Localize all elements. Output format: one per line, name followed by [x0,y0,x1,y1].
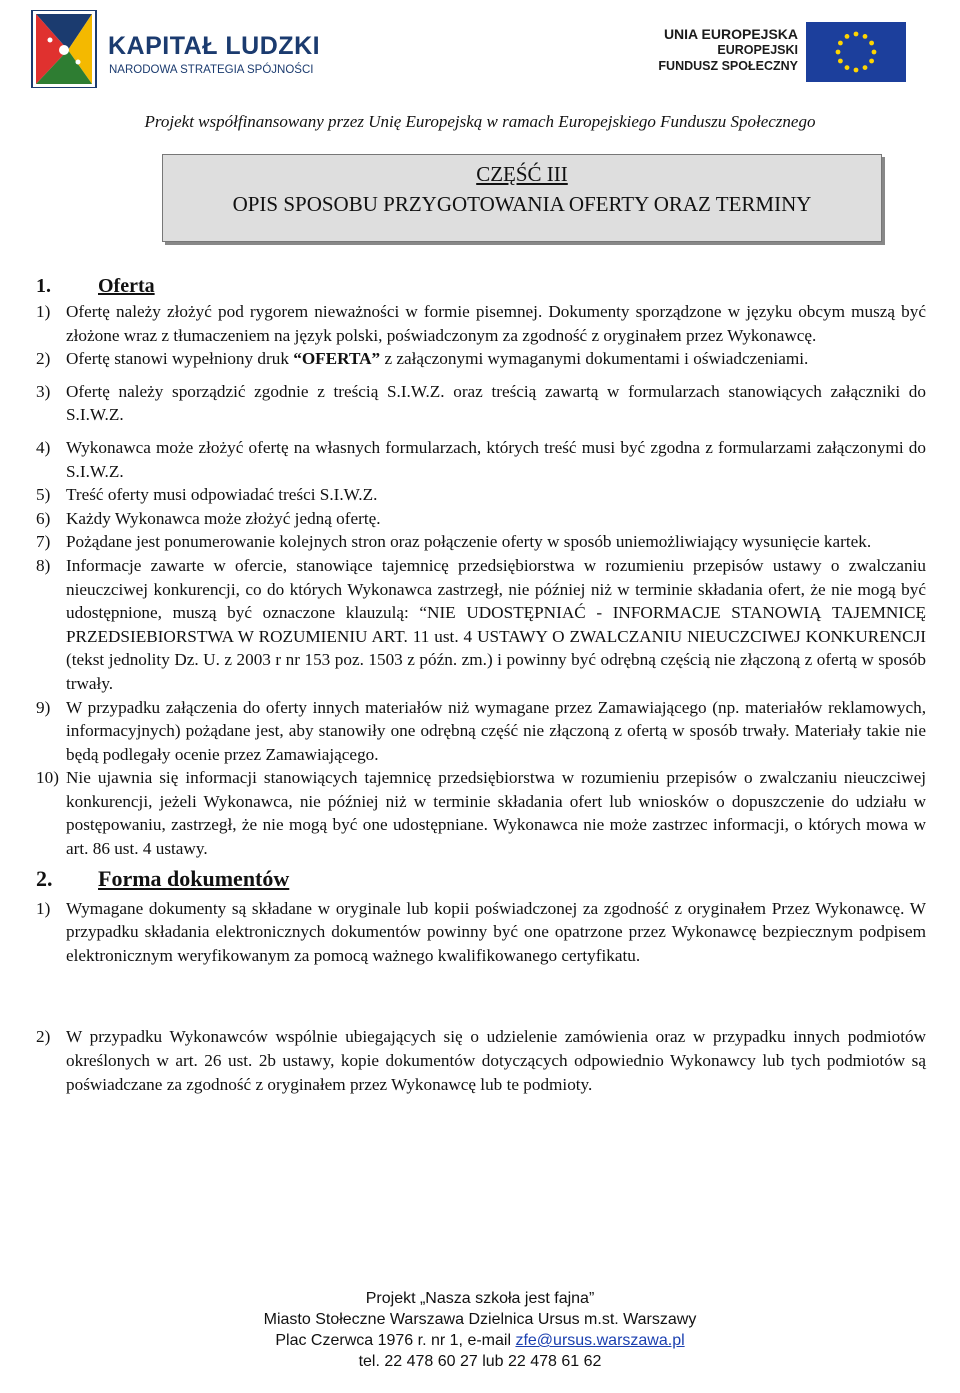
item-number: 9) [36,697,51,717]
list-item [36,347,926,371]
eu-flag-icon [806,22,906,82]
cofinancing-note: Projekt współfinansowany przez Unię Europejską w ramach Europejskiego Funduszu Społecznego [144,112,816,131]
item-text: W przypadku Wykonawców wspólnie ubiegających się o udzielenie zamówienia oraz w przypadku innych podmiotów określonych w art. 26 ust. 2b ustawy, kopie dokumentów dotyczących odpowiednio Wykonawcy lub tych podmiotów są poświadczane za zgodność z oryginałem przez Wykonawcę lub te podmioty. [66,1027,926,1094]
oferta-keyword: “OFERTA” [293,349,381,369]
eu-logo-text [658,26,798,74]
item-text: Ofertę należy sporządzić zgodnie z treścią S.I.W.Z. oraz treścią zawartą w formularzach stanowiących załączniki do S.I.W.Z. [66,381,926,425]
list-item [36,696,926,767]
section-number: 1. [36,275,51,297]
section-title: Forma dokumentów [98,865,290,891]
list-item [36,483,926,507]
footer-project: Projekt „Nasza szkoła jest fajna” [365,1290,595,1307]
list-item [36,1025,926,1096]
item-number: 2) [36,1027,51,1047]
list-item [36,897,926,968]
footer-address-text: Plac Czerwca 1976 r. nr 1, e-mail [275,1332,516,1349]
eu-logo-line1: UNIA EUROPEJSKA [663,26,798,42]
item-text-post: z załączonymi wymaganymi dokumentami i oświadczeniami. [380,349,809,369]
document-body [36,272,926,1096]
item-number: 5) [36,485,51,505]
section-title: Oferta [98,275,155,297]
kapital-ludzki-flag-icon [28,10,100,88]
item-number: 1) [36,898,51,918]
footer-phone: tel. 22 478 60 27 lub 22 478 61 62 [358,1353,602,1370]
list-item [36,300,926,347]
page-footer [0,1288,960,1372]
item-number: 4) [36,437,51,457]
list-item [36,766,926,860]
part-number: CZĘŚĆ III [476,162,568,186]
item-text: Ofertę należy złożyć pod rygorem nieważności w formie pisemnej. Dokumenty sporządzone w języku obcym muszą być złożone wraz z tłumaczeniem na język polski, poświadczonym za zgodność z oryginałem przez Wykonawcę. [66,302,926,345]
list-item [36,380,926,427]
item-number: 8) [36,555,51,575]
list-item [36,507,926,531]
item-number: 1) [36,302,51,321]
part-title-box [162,154,882,242]
page-header [0,0,960,100]
eu-logo-line2: EUROPEJSKI [717,43,798,57]
item-number: 3) [36,381,51,401]
item-number: 2) [36,349,51,369]
item-text: Treść oferty musi odpowiadać treści S.I.W.Z. [66,485,378,505]
footer-institution: Miasto Stołeczne Warszawa Dzielnica Ursus m.st. Warszawy [263,1311,697,1328]
kapital-ludzki-title: KAPITAŁ LUDZKI [108,32,321,60]
eu-logo-line3: FUNDUSZ SPOŁECZNY [658,59,798,73]
kapital-ludzki-subtitle: NARODOWA STRATEGIA SPÓJNOŚCI [109,64,314,76]
item-text: Informacje zawarte w ofercie, stanowiące tajemnicę przedsiębiorstwa w rozumieniu przepisów ustawy o zwalczaniu nieuczciwej konkurencji, co do których Wykonawca zastrzegł, nie później niż w terminie składania ofert, że nie mogą być udostępnione, muszą być oznaczone klauzulą: “NIE UDOSTĘPNIAĆ - INFORMACJE STANOWIĄ TAJEMNICĘ PRZEDSIEBIORSTWA W ROZUMIENIU ART. 11 ust. 4 USTAWY O ZWALCZANIU NIEUCZCIWEJ KONKURENCJI (tekst jednolity Dz. U. z 2003 r nr 153 poz. 1503 z późn. zm.) i powinny być odrębną częścią nie złączoną z ofertą w sposób trwały. [66,555,926,693]
section-number: 2. [36,865,53,891]
item-text [66,347,926,371]
item-text: W przypadku załączenia do oferty innych materiałów niż wymagane przez Zamawiającego (np. materiałów reklamowych, informacyjnych) pożądane jest, aby stanowiły one odrębną część nie złączoną z ofertą w sposób trwały. Materiały takie nie będą podlegały ocenie przez Zamawiającego. [66,697,926,764]
eu-logo [650,22,910,84]
list-item [36,554,926,696]
list-item [36,530,926,554]
item-text: Nie ujawnia się informacji stanowiących tajemnicę przedsiębiorstwa w rozumieniu przepisów o zwalczaniu nieuczciwej konkurencji, jeżeli Wykonawca, nie później niż w terminie składania ofert lub wniosków o dopuszczenie do udziału w postępowaniu, zastrzegł, że nie mogą być one udostępniane. Wykonawca nie może zastrzec informacji, o których mowa w art. 86 ust. 4 ustawy. [66,768,926,859]
list-item [36,436,926,483]
section-heading [36,272,926,300]
email-link[interactable]: zfe@ursus.warszawa.pl [515,1332,685,1349]
item-number: 7) [36,532,51,552]
item-number: 10) [36,768,59,788]
item-text: Każdy Wykonawca może złożyć jedną ofertę. [66,508,381,528]
item-number: 6) [36,508,51,528]
section-heading [36,865,926,893]
part-title: OPIS SPOSOBU PRZYGOTOWANIA OFERTY ORAZ TERMINY [232,192,812,216]
item-text: Wykonawca może złożyć ofertę na własnych formularzach, których treść musi być zgodna z formularzami załączonymi do S.I.W.Z. [66,437,926,481]
footer-address [0,1330,960,1351]
kapital-ludzki-logo [28,10,328,88]
item-text-pre: Ofertę stanowi wypełniony druk [66,349,294,369]
item-text: Pożądane jest ponumerowanie kolejnych stron oraz połączenie oferty w sposób uniemożliwiający wysunięcie kartek. [66,532,872,552]
item-text: Wymagane dokumenty są składane w oryginale lub kopii poświadczonej za zgodność z oryginałem Przez Wykonawcę. W przypadku składania elektronicznych dokumentów powinny być one opatrzone przez Wykonawcę bezpiecznym podpisem elektronicznym weryfikowanym za pomocą ważnego kwalifikowanego certyfikatu. [66,898,926,965]
